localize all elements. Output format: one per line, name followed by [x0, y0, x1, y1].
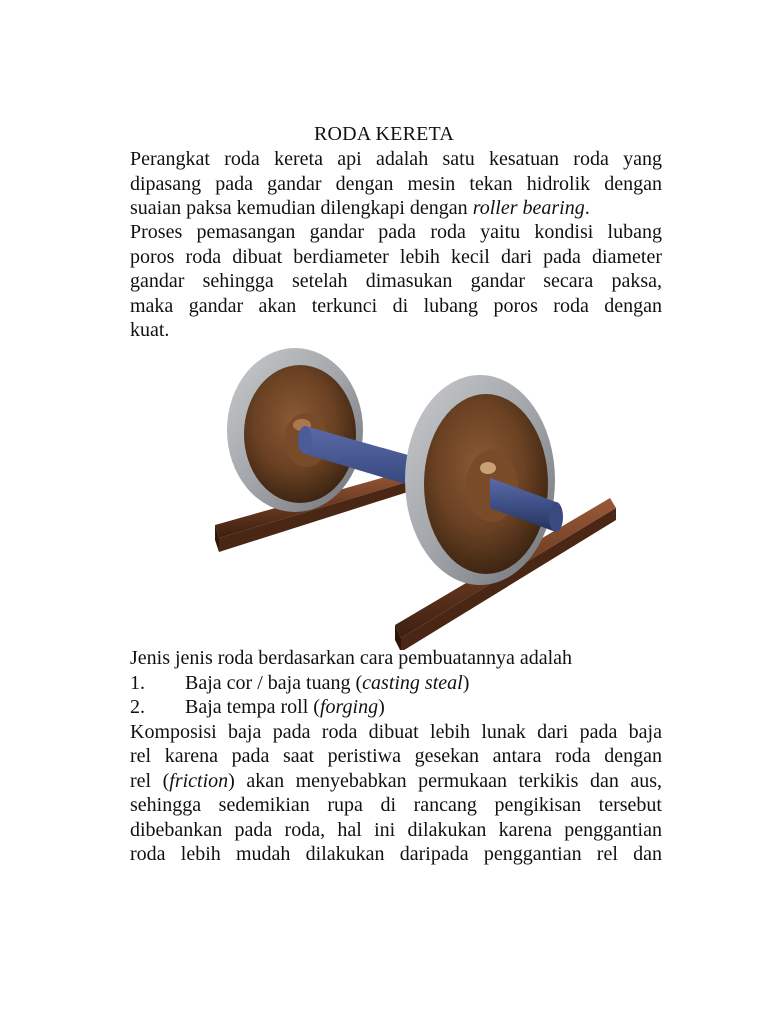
list-item: 1. Baja cor / baja tuang (casting steal): [130, 671, 470, 694]
list-intro: Jenis jenis roda berdasarkan cara pembuatannya adalah: [130, 647, 573, 669]
list-number: 1.: [130, 671, 145, 694]
text-line: poros roda dibuat berdiameter lebih kecil dari pada diameter: [130, 245, 662, 268]
text-line: rel karena pada saat peristiwa gesekan antara roda dengan: [130, 745, 662, 767]
list-item: 2. Baja tempa roll (forging): [130, 696, 385, 718]
page-title: RODA KERETA: [313, 123, 455, 145]
paragraph-process: [130, 220, 662, 343]
list-section: [130, 646, 662, 867]
text-line: dibebankan pada roda, hal ini dilakukan karena penggantian: [130, 818, 662, 841]
italic-term: forging: [319, 696, 379, 718]
list-number: 2.: [130, 696, 145, 718]
text-line: roda lebih mudah dilakukan daripada penggantian rel dan: [130, 843, 662, 865]
text-line: gandar sehingga setelah dimasukan gandar secara paksa,: [130, 270, 662, 292]
text-line: Komposisi baja pada roda dibuat lebih lunak dari pada baja: [130, 720, 662, 743]
text-line: kuat.: [130, 319, 170, 341]
italic-term: casting steal: [362, 671, 463, 694]
text-line: dipasang pada gandar dengan mesin tekan hidrolik dengan: [130, 172, 662, 195]
text-line: maka gandar akan terkunci di lubang poros roda dengan: [130, 294, 662, 317]
wheelset-illustration: [200, 340, 620, 650]
wheel-front: [405, 375, 555, 585]
italic-term: friction: [169, 769, 229, 792]
wheel-back: [227, 348, 363, 512]
text-line: suaian paksa kemudian dilengkapi dengan roller bearing.: [130, 197, 590, 219]
italic-term: roller bearing: [472, 197, 585, 219]
text-line: sehingga sedemikian rupa di rancang pengikisan tersebut: [130, 794, 662, 816]
text-line: Proses pemasangan gandar pada roda yaitu kondisi lubang: [130, 221, 662, 243]
paragraph-intro: [130, 147, 662, 221]
text-line: rel (friction) akan menyebabkan permukaan terkikis dan aus,: [130, 769, 662, 792]
text-line: Perangkat roda kereta api adalah satu kesatuan roda yang: [130, 148, 662, 170]
